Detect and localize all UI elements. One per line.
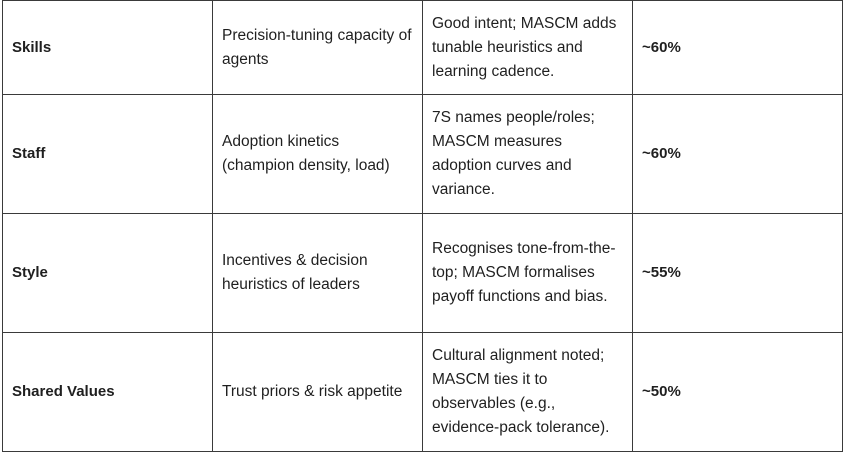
dimension-cell: Shared Values xyxy=(3,333,213,452)
table-row xyxy=(3,214,843,333)
dimension-cell: Skills xyxy=(3,1,213,95)
focus-cell: Precision-tuning capacity of agents xyxy=(213,1,423,95)
score-cell: ~50% xyxy=(633,333,843,452)
comparison-cell: Recognises tone-from-the-top; MASCM formalises payoff functions and bias. xyxy=(423,214,633,333)
focus-cell: Incentives & decision heuristics of leaders xyxy=(213,214,423,333)
score-cell: ~60% xyxy=(633,95,843,214)
dimension-cell: Style xyxy=(3,214,213,333)
focus-cell: Trust priors & risk appetite xyxy=(213,333,423,452)
comparison-table-container xyxy=(2,0,842,452)
comparison-cell: 7S names people/roles; MASCM measures adoption curves and variance. xyxy=(423,95,633,214)
focus-cell: Adoption kinetics (champion density, load) xyxy=(213,95,423,214)
score-cell: ~60% xyxy=(633,1,843,95)
comparison-cell: Good intent; MASCM adds tunable heuristics and learning cadence. xyxy=(423,1,633,95)
table-row xyxy=(3,333,843,452)
comparison-table xyxy=(2,0,843,452)
dimension-cell: Staff xyxy=(3,95,213,214)
table-row xyxy=(3,1,843,95)
table-row xyxy=(3,95,843,214)
score-cell: ~55% xyxy=(633,214,843,333)
comparison-cell: Cultural alignment noted; MASCM ties it to observables (e.g., evidence-pack tolerance). xyxy=(423,333,633,452)
